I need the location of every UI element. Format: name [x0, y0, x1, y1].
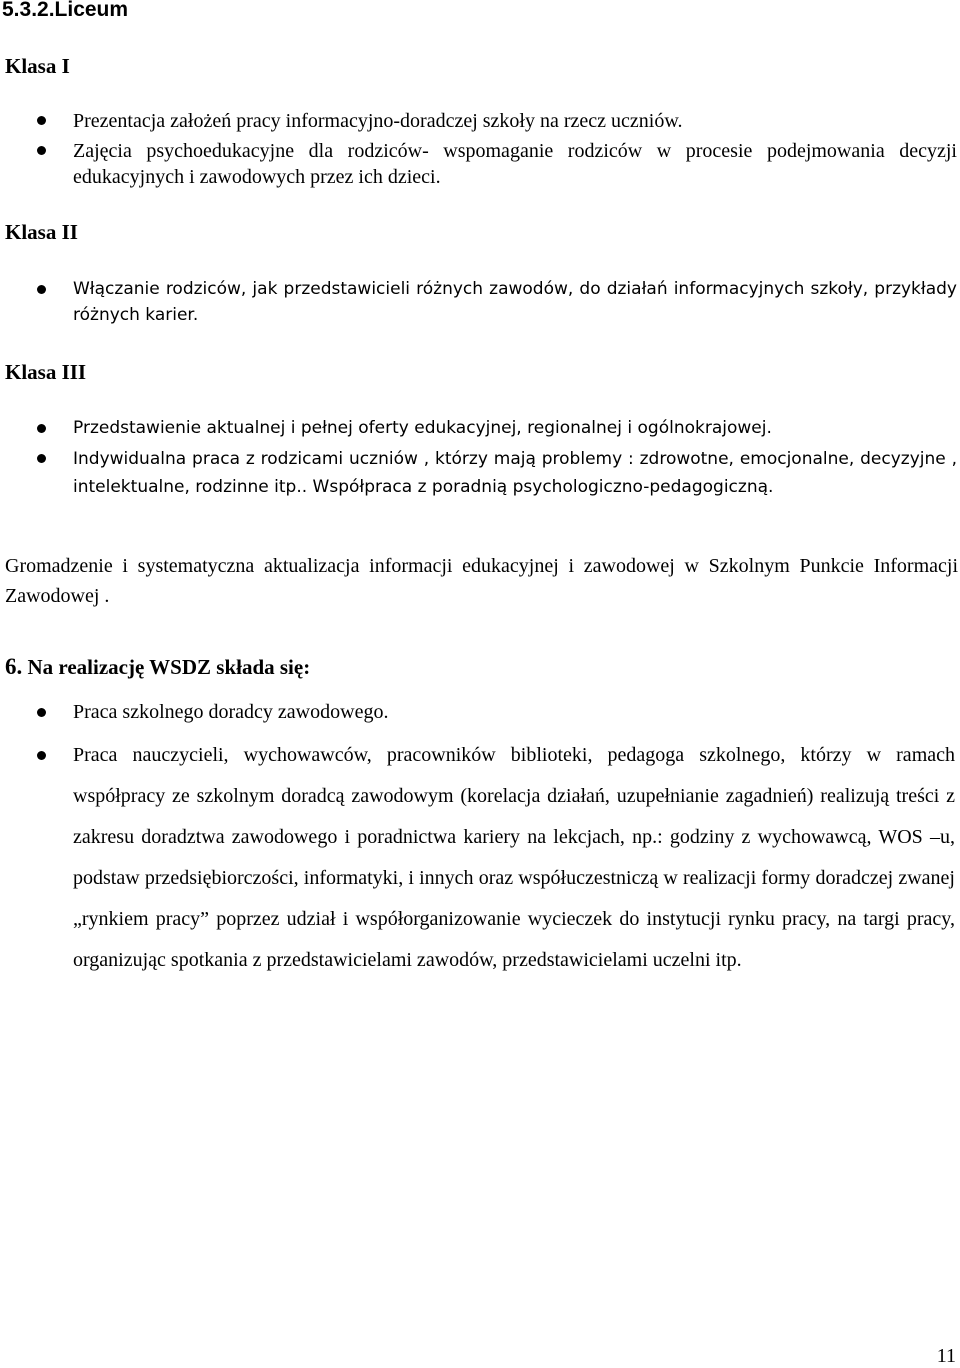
klasa-3-heading: Klasa III [5, 360, 87, 384]
list-item: Praca nauczycieli, wychowawców, pracowników biblioteki, pedagoga szkolnego, którzy w ramach współpracy ze szkolnym doradcą zawodowym (korelacja działań, uzupełnianie zagadnień) realizują treści z zakresu doradztwa zawodowego i poradnictwa kariery na lekcjach, np.: godziny z wychowawcą, WOS –u, podstaw przedsiębiorczości, informatyki, i innych oraz współuczestniczą w realizacji formy doradczej zwanej „rynkiem pracy” poprzez udział i współorganizowanie wycieczek do instytucji rynku pracy, na targi pracy, organizując spotkania z przedstawicielami zawodów, przedstawicielami uczelni itp. [73, 744, 955, 971]
bullet-icon [37, 116, 46, 125]
klasa-2-heading: Klasa II [5, 220, 78, 244]
bullet-icon [37, 285, 46, 294]
list-item: Praca szkolnego doradcy zawodowego. [73, 701, 389, 723]
paragraph-text: Gromadzenie i systematyczna aktualizacja informacji edukacyjnej i zawodowej w Szkolnym Punkcie Informacji Zawodowej . [5, 555, 958, 607]
list-item: Prezentacja założeń pracy informacyjno-doradczej szkoły na rzecz uczniów. [73, 110, 683, 132]
bullet-icon [37, 708, 46, 717]
bullet-icon [37, 424, 46, 433]
section-6-heading [5, 652, 310, 682]
list-item: Indywidualna praca z rodzicami uczniów , którzy mają problemy : zdrowotne, emocjonalne, decyzyjne , intelektualne, rodzinne itp.. Współpraca z poradnią psychologiczno-pedagogiczną. [73, 449, 957, 497]
klasa-1-heading: Klasa I [5, 54, 70, 78]
bullet-icon [37, 146, 46, 155]
section-6-title: Na realizację WSDZ składa się: [27, 655, 311, 679]
bullet-icon [37, 454, 46, 463]
list-item: Przedstawienie aktualnej i pełnej oferty edukacyjnej, regionalnej i ogólnokrajowej. [73, 418, 772, 438]
bullet-icon [37, 751, 46, 760]
list-item: Włączanie rodziców, jak przedstawicieli różnych zawodów, do działań informacyjnych szkoły, przykłady różnych karier. [73, 279, 957, 325]
section-6-number: 6. [5, 654, 23, 679]
page-number: 11 [936, 1345, 956, 1367]
list-item: Zajęcia psychoedukacyjne dla rodziców- wspomaganie rodziców w procesie podejmowania decyzji edukacyjnych i zawodowych przez ich dzieci. [73, 140, 957, 188]
section-title: 5.3.2.Liceum [2, 0, 129, 21]
